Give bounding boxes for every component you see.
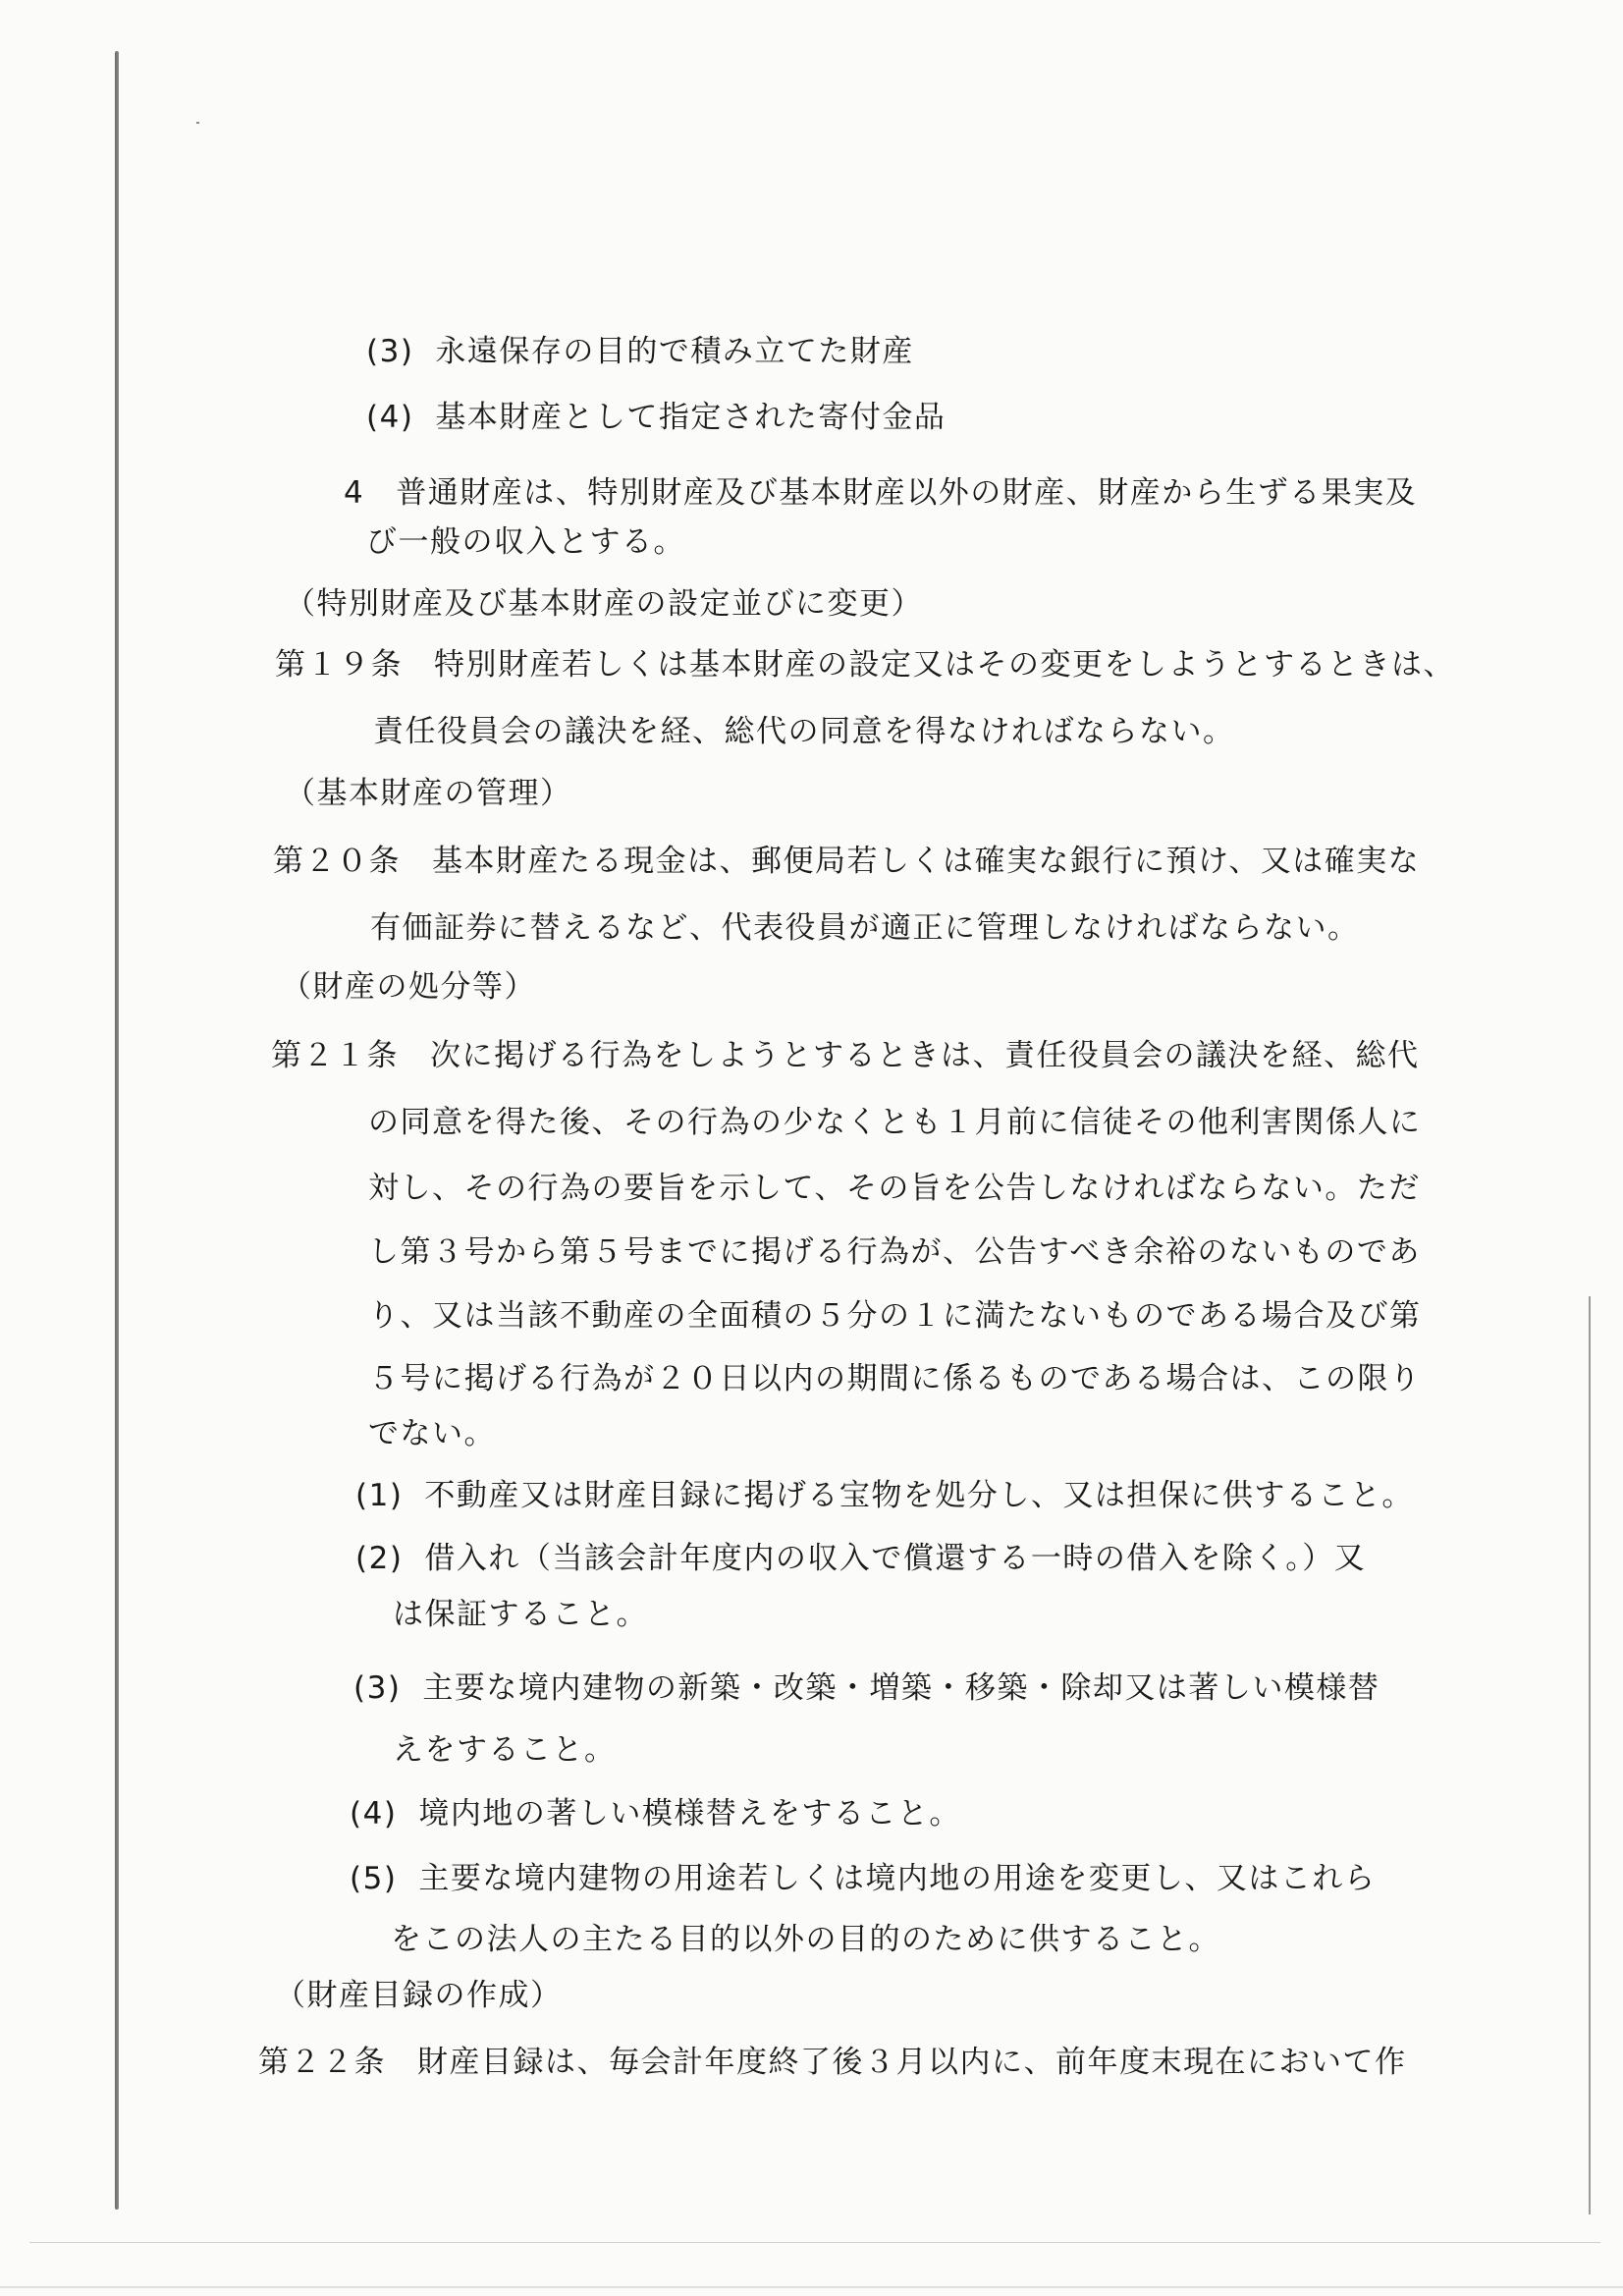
article-text: 財産目録は、毎会計年度終了後３月以内に、前年度末現在において作 xyxy=(417,2045,1407,2080)
article-text: 基本財産たる現金は、郵便局若しくは確実な銀行に預け、又は確実な xyxy=(432,844,1421,879)
article-21-cont-4 xyxy=(368,1296,1422,1336)
article-21 xyxy=(271,1036,1420,1075)
article-21-cont-1 xyxy=(368,1103,1422,1142)
article-text: 有価証券に替えるなど、代表役員が適正に管理しなければならない。 xyxy=(370,910,1360,946)
article-text: り、又は当該不動産の全面積の５分の１に満たないものである場合及び第 xyxy=(368,1298,1422,1334)
item-4-designated-donation xyxy=(366,398,946,437)
article-text: 対し、その行為の要旨を示して、その旨を公告しなければならない。ただ xyxy=(368,1171,1421,1206)
article-21-item-3-cont xyxy=(393,1730,617,1770)
item-text: は保証すること。 xyxy=(393,1597,648,1632)
article-21-cont-6 xyxy=(368,1414,496,1453)
item-text: 境内地の著しい模様替えをすること。 xyxy=(418,1796,961,1831)
article-number: 第１９条 xyxy=(275,647,403,683)
paragraph-text: び一般の収入とする。 xyxy=(366,524,685,560)
heading-article-21 xyxy=(281,967,536,1007)
paragraph-4 xyxy=(344,473,1417,513)
item-3-permanent-reserve xyxy=(366,332,914,371)
item-text: 主要な境内建物の用途若しくは境内地の用途を変更し、又はこれら xyxy=(418,1861,1377,1896)
article-21-item-2-cont xyxy=(393,1595,648,1634)
item-number: (5) xyxy=(350,1861,398,1896)
binding-edge-line xyxy=(115,51,119,2210)
item-text: 基本財産として指定された寄付金品 xyxy=(435,400,947,435)
article-heading: （基本財産の管理） xyxy=(285,776,572,811)
article-heading: （財産の処分等） xyxy=(281,969,536,1005)
article-21-item-5-cont xyxy=(391,1920,1220,1959)
paragraph-4-cont xyxy=(366,522,685,562)
item-number: (2) xyxy=(355,1541,404,1576)
scan-speck xyxy=(196,122,199,124)
article-number: 第２１条 xyxy=(271,1038,399,1073)
heading-article-20 xyxy=(285,774,572,813)
article-22 xyxy=(258,2043,1407,2082)
heading-article-19 xyxy=(285,584,923,624)
article-21-cont-2 xyxy=(368,1169,1421,1208)
article-text: 次に掲げる行為をしようとするときは、責任役員会の議決を経、総代 xyxy=(430,1038,1420,1073)
article-number: 第２２条 xyxy=(258,2045,386,2080)
item-text: をこの法人の主たる目的以外の目的のために供すること。 xyxy=(391,1922,1220,1957)
article-text: し第３号から第５号までに掲げる行為が、公告すべき余裕のないものであ xyxy=(368,1234,1421,1270)
article-text: 特別財産若しくは基本財産の設定又はその変更をしようとするときは、 xyxy=(434,647,1455,683)
article-21-item-2 xyxy=(355,1539,1366,1578)
item-number: (4) xyxy=(350,1796,398,1831)
article-19 xyxy=(275,645,1455,684)
article-21-item-4 xyxy=(350,1794,961,1833)
bottom-edge-line xyxy=(29,2242,1600,2243)
article-number: 第２０条 xyxy=(273,844,401,879)
bottom-edge-shadow xyxy=(0,2286,1623,2288)
item-text: えをすること。 xyxy=(393,1732,617,1768)
article-text: 責任役員会の議決を経、総代の同意を得なければならない。 xyxy=(373,714,1235,749)
article-21-item-5 xyxy=(350,1859,1376,1898)
item-text: 主要な境内建物の新築・改築・増築・移築・除却又は著しい模様替 xyxy=(422,1670,1380,1706)
item-text: 永遠保存の目的で積み立てた財産 xyxy=(435,334,914,369)
article-21-cont-5 xyxy=(368,1359,1422,1398)
article-20 xyxy=(273,842,1420,881)
item-number: (3) xyxy=(366,334,414,369)
article-20-cont xyxy=(370,908,1360,948)
item-number: (3) xyxy=(353,1670,402,1706)
paragraph-text: 普通財産は、特別財産及び基本財産以外の財産、財産から生ずる果実及 xyxy=(396,475,1418,511)
article-text: の同意を得た後、その行為の少なくとも１月前に信徒その他利害関係人に xyxy=(368,1105,1422,1140)
item-number: (1) xyxy=(355,1478,404,1513)
article-19-cont xyxy=(373,712,1235,751)
article-21-item-3 xyxy=(353,1668,1380,1708)
item-text: 不動産又は財産目録に掲げる宝物を処分し、又は担保に供すること。 xyxy=(424,1478,1414,1513)
right-edge-line xyxy=(1589,1296,1591,2214)
article-text: ５号に掲げる行為が２０日以内の期間に係るものである場合は、この限り xyxy=(368,1361,1422,1396)
article-21-item-1 xyxy=(355,1476,1414,1515)
item-number: (4) xyxy=(366,400,414,435)
item-text: 借入れ（当該会計年度内の収入で償還する一時の借入を除く。）又 xyxy=(424,1541,1367,1576)
paragraph-number: 4 xyxy=(344,475,365,511)
article-21-cont-3 xyxy=(368,1232,1421,1272)
article-heading: （特別財産及び基本財産の設定並びに変更） xyxy=(285,586,923,622)
article-text: でない。 xyxy=(368,1416,496,1451)
article-heading: （財産目録の作成） xyxy=(275,1978,563,2013)
heading-article-22 xyxy=(275,1976,563,2015)
